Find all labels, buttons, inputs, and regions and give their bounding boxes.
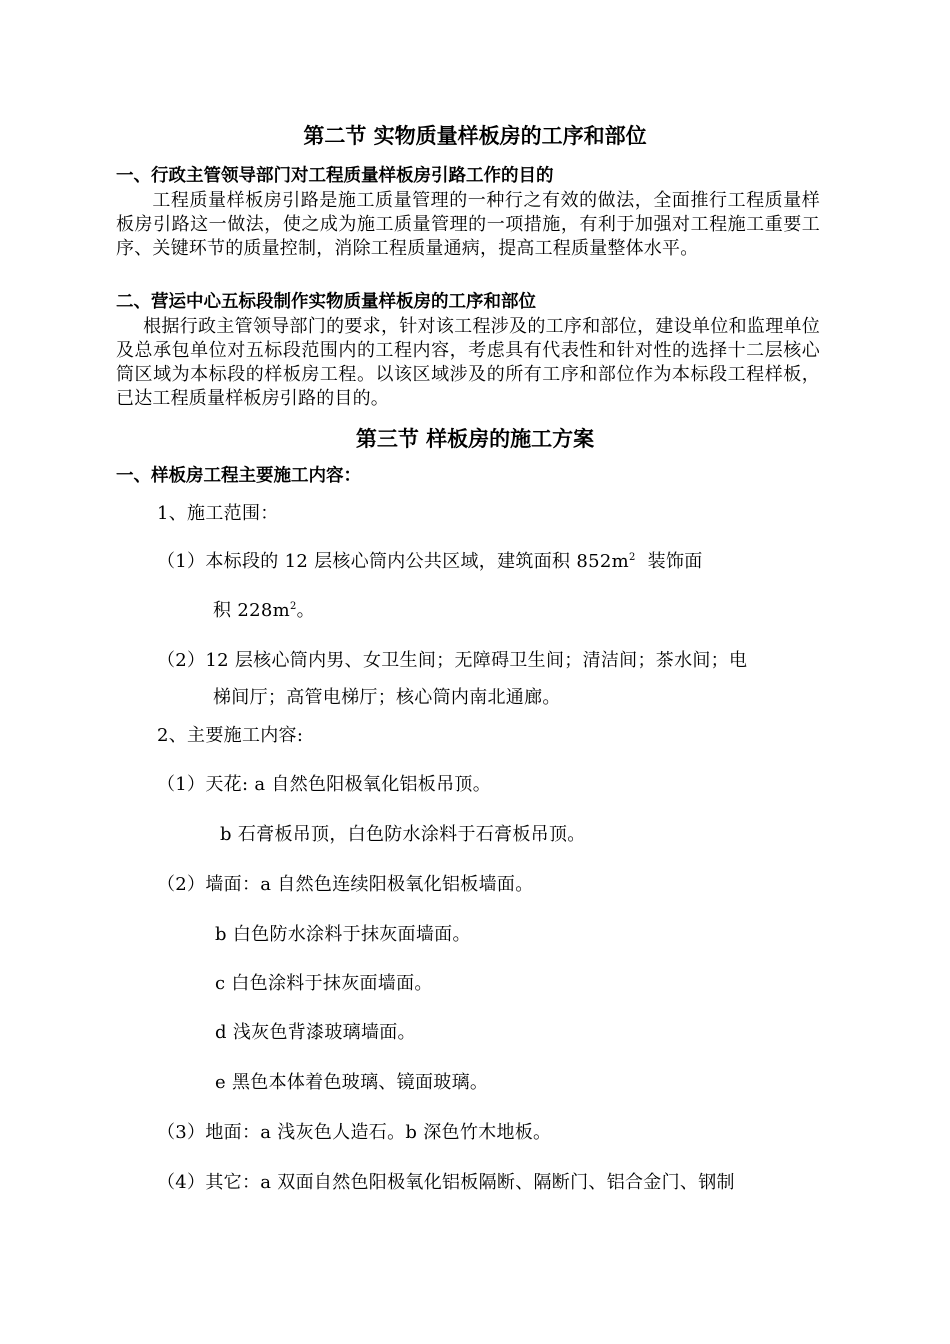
wall-item-e: e 黑色本体着色玻璃、镜面玻璃。 [215, 1072, 489, 1093]
ceiling-item-a: （1）天花: a 自然色阳极氧化铝板吊顶。 [157, 774, 491, 795]
section-2-paragraph-1-text: 工程质量样板房引路是施工质量管理的一种行之有效的做法，全面推行工程质量样板房引路这一做法，使之成为施工质量管理的一项措施，有利于加强对工程施工重要工序、关键环节的质量控制，消除工程质量通病，提高工程质量整体水平。 [116, 190, 820, 259]
section-2-heading-2: 二、营运中心五标段制作实物质量样板房的工序和部位 [116, 292, 536, 312]
scope-item-2-line-1: （2）12 层核心筒内男、女卫生间；无障碍卫生间；清洁间；茶水间；电 [157, 650, 748, 671]
wall-item-d: d 浅灰色背漆玻璃墙面。 [215, 1022, 416, 1043]
scope-item-1-line-2 [213, 600, 315, 622]
other-item: （4）其它：a 双面自然色阳极氧化铝板隔断、隔断门、铝合金门、钢制 [157, 1172, 735, 1193]
section-3-heading-1: 一、样板房工程主要施工内容： [116, 466, 361, 486]
section-2-paragraph-2 [116, 315, 820, 411]
section-2-heading-1: 一、行政主管领导部门对工程质量样板房引路工作的目的 [116, 166, 554, 186]
section-2-paragraph-2-text: 根据行政主管领导部门的要求，针对该工程涉及的工序和部位，建设单位和监理单位及总承包单位对五标段范围内的工程内容，考虑具有代表性和针对性的选择十二层核心筒区域为本标段的样板房工程。以该区域涉及的所有工序和部位作为本标段工程样板，已达工程质量样板房引路的目的。 [116, 316, 820, 409]
scope-item-1-superscript: 2 [628, 552, 636, 563]
scope-title: 1、施工范围： [157, 503, 279, 524]
scope-item-1-text: （1）本标段的 12 层核心筒内公共区域，建筑面积 852m [157, 551, 629, 572]
main-content-title: 2、主要施工内容: [157, 725, 304, 746]
section-2-paragraph-1 [116, 189, 820, 261]
ceiling-item-b: b 石膏板吊顶，白色防水涂料于石膏板吊顶。 [220, 824, 586, 845]
wall-item-b: b 白色防水涂料于抹灰面墙面。 [215, 924, 471, 945]
section-2-title: 第二节 实物质量样板房的工序和部位 [303, 124, 647, 148]
scope-item-1-cont-text: 积 228m [213, 600, 290, 621]
scope-item-1-cont-superscript: 2 [289, 601, 297, 612]
scope-item-1-cont-tail: 。 [296, 600, 315, 621]
scope-item-1-line-1 [157, 551, 703, 573]
wall-item-c: c 白色涂料于抹灰面墙面。 [215, 973, 433, 994]
scope-item-2-line-2: 梯间厅；高管电梯厅；核心筒内南北通廊。 [213, 687, 561, 708]
scope-item-1-tail: 装饰面 [635, 551, 703, 572]
floor-item: （3）地面：a 浅灰色人造石。b 深色竹木地板。 [157, 1122, 552, 1143]
section-3-title: 第三节 样板房的施工方案 [355, 427, 595, 451]
wall-item-a: （2）墙面：a 自然色连续阳极氧化铝板墙面。 [157, 874, 534, 895]
